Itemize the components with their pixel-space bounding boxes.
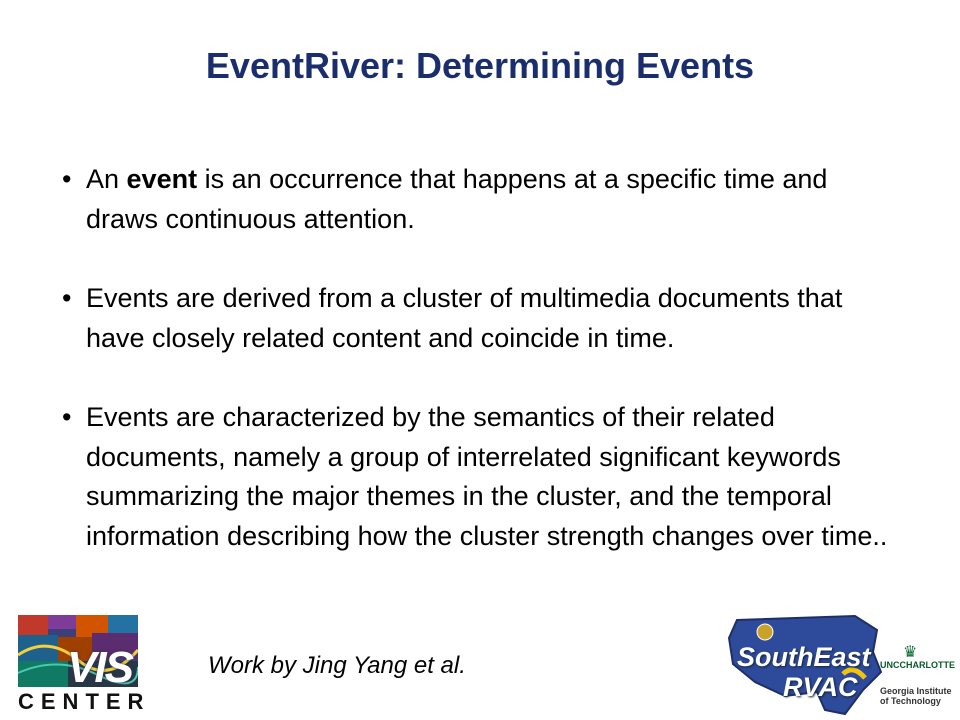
vis-logo-text: VIS bbox=[67, 643, 132, 687]
bullet-dot: • bbox=[62, 402, 72, 432]
bullet-list bbox=[62, 160, 902, 596]
bullet-item bbox=[62, 398, 902, 556]
vis-logo-word: CENTER bbox=[18, 689, 151, 714]
bullet-item bbox=[62, 279, 902, 358]
rvac-line-2: RVAC bbox=[783, 672, 858, 702]
southeast-rvac-logo bbox=[725, 612, 955, 718]
unc-crown-icon: ♛ bbox=[903, 644, 918, 661]
gt-line-2: of Technology bbox=[880, 696, 941, 706]
bullet-dot: • bbox=[62, 164, 72, 194]
bullet-text: is an occurrence that happens at a specific time and draws continuous attention. bbox=[86, 164, 828, 234]
bullet-text: An bbox=[86, 164, 127, 194]
gt-line-1: Georgia Institute bbox=[880, 686, 952, 696]
unc-charlotte-label: UNCCHARLOTTE bbox=[880, 660, 955, 670]
vis-logo-art bbox=[18, 615, 138, 687]
bullet-item bbox=[62, 160, 902, 239]
rvac-line-1: SouthEast bbox=[737, 642, 871, 672]
bullet-bold-term: event bbox=[126, 164, 198, 194]
vis-center-logo bbox=[18, 615, 151, 715]
bullet-dot: • bbox=[62, 283, 72, 313]
georgia-tech-label bbox=[880, 686, 952, 706]
credit-line: Work by Jing Yang et al. bbox=[208, 652, 466, 679]
slide-title: EventRiver: Determining Events bbox=[205, 45, 755, 86]
bullet-text: Events are derived from a cluster of multimedia documents that have closely related content and coincide in time. bbox=[86, 283, 843, 353]
bullet-text: Events are characterized by the semantics of their related documents, namely a group of interrelated significant keywords summarizing the major themes in the cluster, and the temporal information describing how the cluster strength changes over time.. bbox=[86, 402, 888, 551]
